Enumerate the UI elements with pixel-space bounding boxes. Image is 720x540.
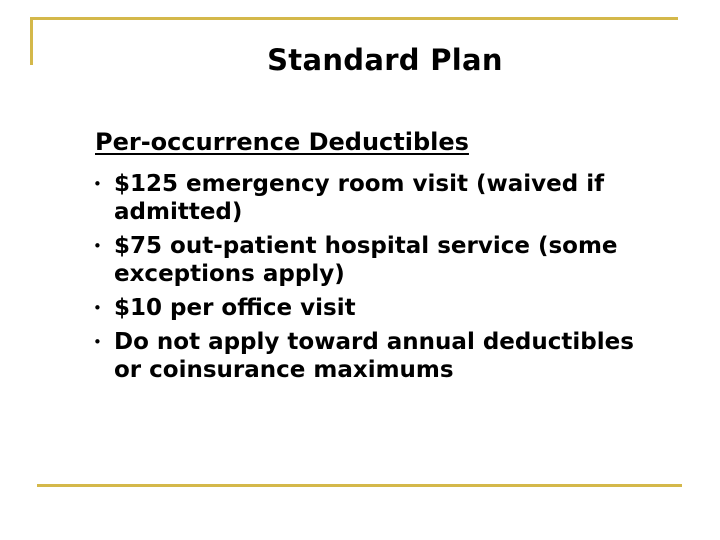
bullet-icon: • [93, 333, 102, 351]
bullet-item [93, 294, 653, 322]
bullet-text: $75 out-patient hospital service (some exceptions apply) [114, 233, 618, 287]
bullet-item [93, 232, 653, 288]
section-heading: Per-occurrence Deductibles [95, 128, 469, 156]
slide-title: Standard Plan [267, 43, 503, 77]
bullet-text: $125 emergency room visit (waived if admitted) [114, 171, 605, 225]
frame-top-line [30, 17, 678, 20]
bullet-item [93, 170, 653, 226]
bullet-text: $10 per office visit [114, 295, 356, 321]
bullet-item [93, 328, 653, 384]
bullet-list [93, 170, 653, 390]
frame-bottom-line [37, 484, 682, 487]
bullet-icon: • [93, 299, 102, 317]
bullet-icon: • [93, 237, 102, 255]
bullet-icon: • [93, 175, 102, 193]
bullet-text: Do not apply toward annual deductibles or coinsurance maximums [114, 329, 634, 383]
